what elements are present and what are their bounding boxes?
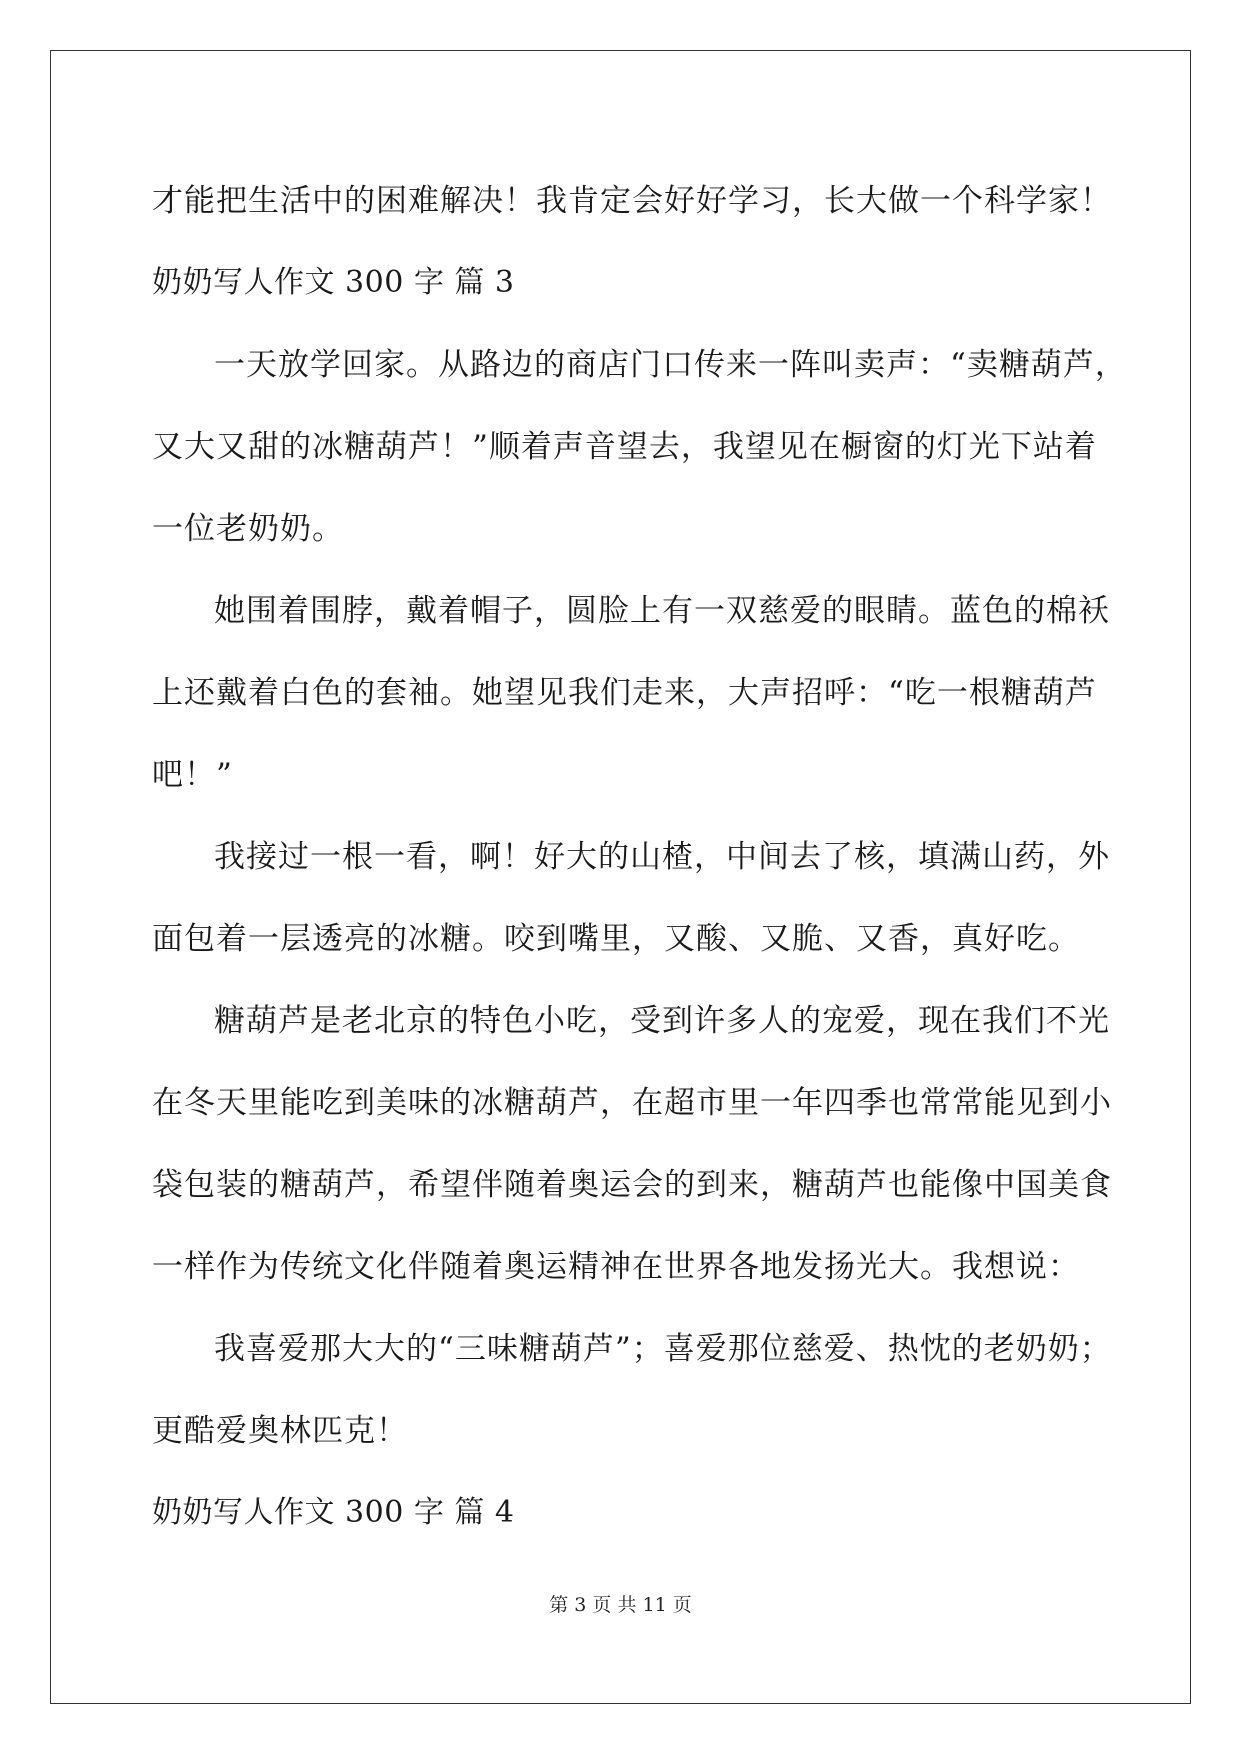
paragraph-line: 糖葫芦是老北京的特色小吃，受到许多人的宠爱，现在我们不光 bbox=[214, 1003, 1110, 1039]
paragraph-line: 在冬天里能吃到美味的冰糖葫芦，在超市里一年四季也常常能见到小 bbox=[152, 1085, 1112, 1121]
paragraph-line: 一样作为传统文化伴随着奥运精神在世界各地发扬光大。我想说： bbox=[152, 1249, 1080, 1285]
paragraph-line: 更酷爱奥林匹克！ bbox=[152, 1413, 408, 1449]
paragraph-line: 上还戴着白色的套袖。她望见我们走来，大声招呼：“吃一根糖葫芦 bbox=[152, 675, 1097, 711]
paragraph-line: 才能把生活中的困难解决！我肯定会好好学习，长大做一个科学家！ bbox=[152, 183, 1112, 219]
paragraph-line: 一天放学回家。从路边的商店门口传来一阵叫卖声：“卖糖葫芦， bbox=[214, 347, 1127, 383]
paragraph-line: 面包着一层透亮的冰糖。咬到嘴里，又酸、又脆、又香，真好吃。 bbox=[152, 921, 1080, 957]
paragraph-line: 又大又甜的冰糖葫芦！”顺着声音望去，我望见在橱窗的灯光下站着 bbox=[152, 429, 1097, 465]
paragraph-line: 袋包装的糖葫芦，希望伴随着奥运会的到来，糖葫芦也能像中国美食 bbox=[152, 1167, 1112, 1203]
page-number-footer: 第 3 页 共 11 页 bbox=[549, 1594, 692, 1616]
paragraph-line: 我喜爱那大大的“三味糖葫芦”；喜爱那位慈爱、热忱的老奶奶； bbox=[214, 1331, 1112, 1367]
document-body bbox=[152, 160, 1127, 1554]
section-heading: 奶奶写人作文 300 字 篇 3 bbox=[152, 265, 515, 300]
paragraph-line: 一位老奶奶。 bbox=[152, 511, 344, 547]
section-heading: 奶奶写人作文 300 字 篇 4 bbox=[152, 1495, 515, 1530]
paragraph-line: 她围着围脖，戴着帽子，圆脸上有一双慈爱的眼睛。蓝色的棉袄 bbox=[214, 593, 1110, 629]
paragraph-line: 我接过一根一看，啊！好大的山楂，中间去了核，填满山药，外 bbox=[214, 839, 1110, 875]
paragraph-line: 吧！” bbox=[152, 757, 233, 793]
